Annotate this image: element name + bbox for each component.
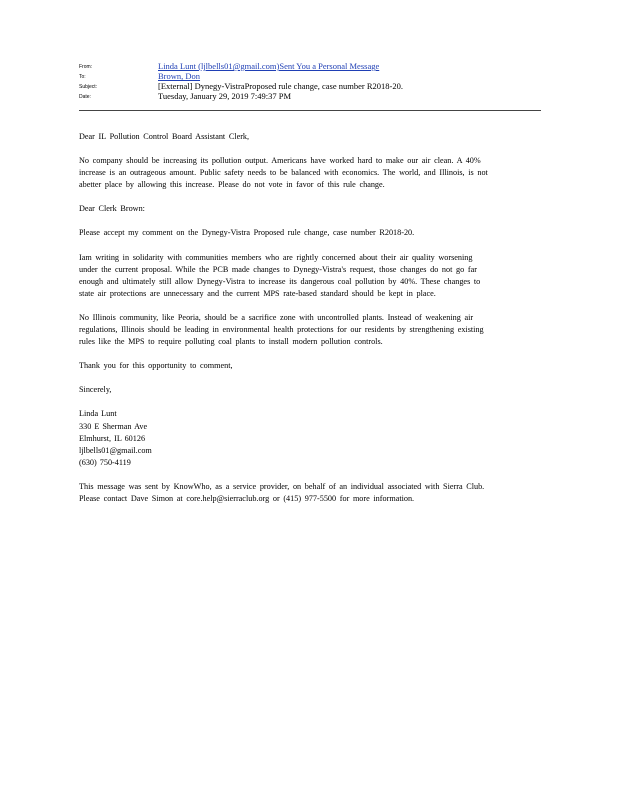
paragraph-line: Iam writing in solidarity with communities members who are rightly concerned about their air quality worsening	[79, 252, 473, 262]
signature-city: Elmhurst, IL 60126	[79, 433, 146, 443]
signature-name: Linda Lunt	[79, 409, 117, 419]
from-row	[79, 61, 541, 71]
from-value[interactable]: Linda Lunt (ljlbells01@gmail.com)Sent You a Personal Message	[158, 61, 380, 71]
paragraph-5: Thank you for this opportunity to comment,	[79, 361, 233, 371]
to-label: To:	[79, 74, 86, 80]
paragraph-line: state air protections are unnecessary and the current MPS rate-based standard should be kept in place.	[79, 288, 436, 298]
footer-note	[79, 481, 530, 505]
to-row	[79, 71, 541, 81]
paragraph-line: increase is an outrageous amount. Public safety needs to be balanced with economics. The world, and Illinois, is not	[79, 168, 488, 178]
date-label: Date:	[79, 94, 91, 100]
greeting-2: Dear Clerk Brown:	[79, 204, 145, 214]
paragraph-4	[79, 312, 530, 348]
signature-street: 330 E Sherman Ave	[79, 421, 148, 431]
greeting: Dear IL Pollution Control Board Assistant Clerk,	[79, 132, 250, 141]
to-value[interactable]: Brown, Don	[158, 71, 201, 81]
signature-email: ljlbells01@gmail.com	[79, 445, 152, 455]
subject-row	[79, 81, 541, 91]
subject-label: Subject:	[79, 84, 98, 90]
paragraph-line: enough and ultimately still allow Dynegy-Vistra to increase its dangerous coal pollution by 40%. These changes to	[79, 276, 481, 286]
paragraph-line: No company should be increasing its pollution output. Americans have worked hard to make our air clean. A 40%	[79, 156, 481, 166]
closing: Sincerely,	[79, 385, 112, 395]
header-divider	[79, 110, 541, 111]
paragraph-line: No Illinois community, like Peoria, should be a sacrifice zone with uncontrolled plants. Instead of weakening air	[79, 312, 474, 322]
paragraph-line: abetter place by allowing this increase. Please do not vote in favor of this rule change.	[79, 180, 385, 190]
date-value: Tuesday, January 29, 2019 7:49:37 PM	[158, 91, 292, 101]
paragraph-2: Please accept my comment on the Dynegy-Vistra Proposed rule change, case number R2018-20.	[79, 228, 415, 238]
signature-phone: (630) 750-4119	[79, 457, 131, 467]
from-label: From:	[79, 64, 93, 70]
footer-line: Please contact Dave Simon at core.help@sierraclub.org or (415) 977-5500 for more information.	[79, 493, 415, 503]
paragraph-line: regulations, Illinois should be leading in environmental health protections for our residents by strengthening existing	[79, 325, 484, 335]
footer-line: This message was sent by KnowWho, as a service provider, on behalf of an individual associated with Sierra Club.	[79, 481, 485, 491]
paragraph-line: under the current proposal. While the PCB made changes to Dynegy-Vistra's request, those changes do not go far	[79, 264, 477, 274]
paragraph-1	[79, 155, 530, 191]
email-body	[79, 131, 530, 517]
signature-block	[79, 408, 530, 468]
paragraph-line: rules like the MPS to require polluting coal plants to install modern pollution controls.	[79, 337, 383, 347]
email-header	[79, 61, 541, 101]
date-row	[79, 91, 541, 101]
paragraph-3	[79, 252, 530, 300]
subject-value: [External] Dynegy-VistraProposed rule change, case number R2018-20.	[158, 81, 403, 91]
